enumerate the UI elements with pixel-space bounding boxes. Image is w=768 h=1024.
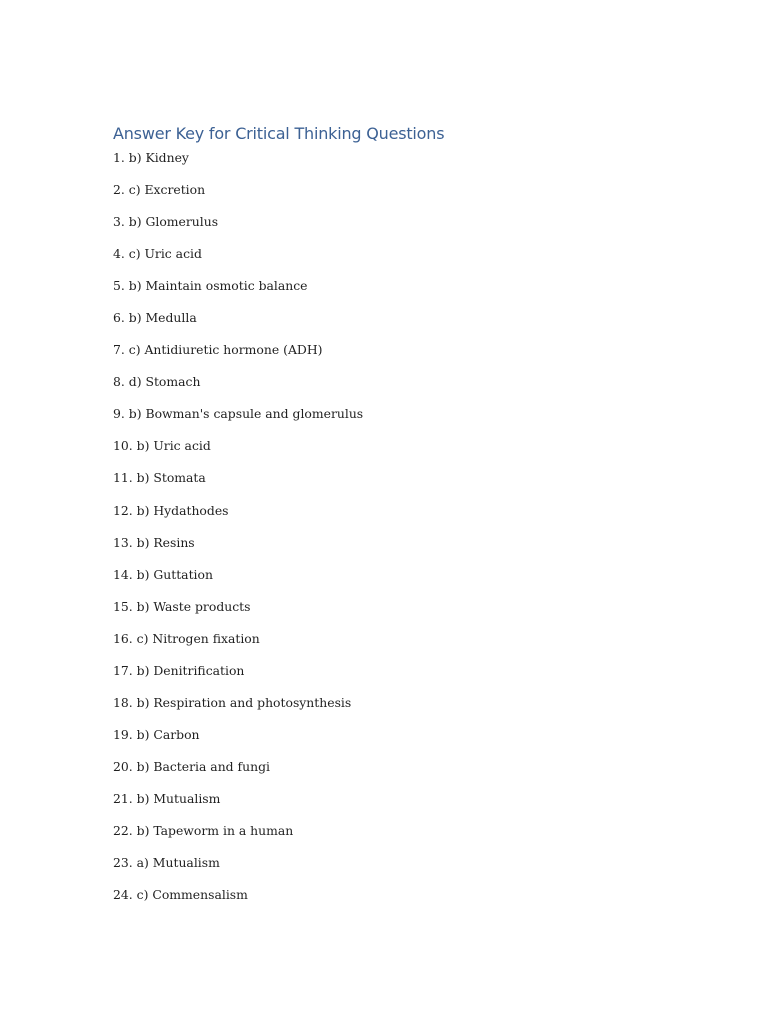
answer-item-10: 10. b) Uric acid [113,438,211,454]
answer-item-23: 23. a) Mutualism [113,855,220,871]
answer-item-8: 8. d) Stomach [113,374,201,390]
answer-item-3: 3. b) Glomerulus [113,214,219,230]
answer-list [113,149,363,918]
answer-item-9: 9. b) Bowman's capsule and glomerulus [113,406,364,422]
answer-item-7: 7. c) Antidiuretic hormone (ADH) [113,342,323,358]
answer-item-19: 19. b) Carbon [113,726,200,742]
answer-item-17: 17. b) Denitrification [113,662,245,678]
answer-item-13: 13. b) Resins [113,534,195,550]
answer-item-22: 22. b) Tapeworm in a human [113,822,294,838]
answer-item-18: 18. b) Respiration and photosynthesis [113,694,352,710]
answer-item-1: 1. b) Kidney [113,150,189,165]
answer-item-2: 2. c) Excretion [113,182,206,198]
answer-item-20: 20. b) Bacteria and fungi [113,758,270,774]
answer-item-11: 11. b) Stomata [113,470,206,486]
document-title: Answer Key for Critical Thinking Questions [113,124,445,143]
answer-item-24: 24. c) Commensalism [113,887,248,903]
answer-item-15: 15. b) Waste products [113,598,251,614]
answer-item-16: 16. c) Nitrogen fixation [113,630,260,646]
answer-item-21: 21. b) Mutualism [113,790,221,806]
answer-item-4: 4. c) Uric acid [113,246,202,262]
answer-item-6: 6. b) Medulla [113,310,197,326]
answer-item-12: 12. b) Hydathodes [113,502,229,518]
answer-item-14: 14. b) Guttation [113,566,213,582]
answer-item-5: 5. b) Maintain osmotic balance [113,278,308,294]
